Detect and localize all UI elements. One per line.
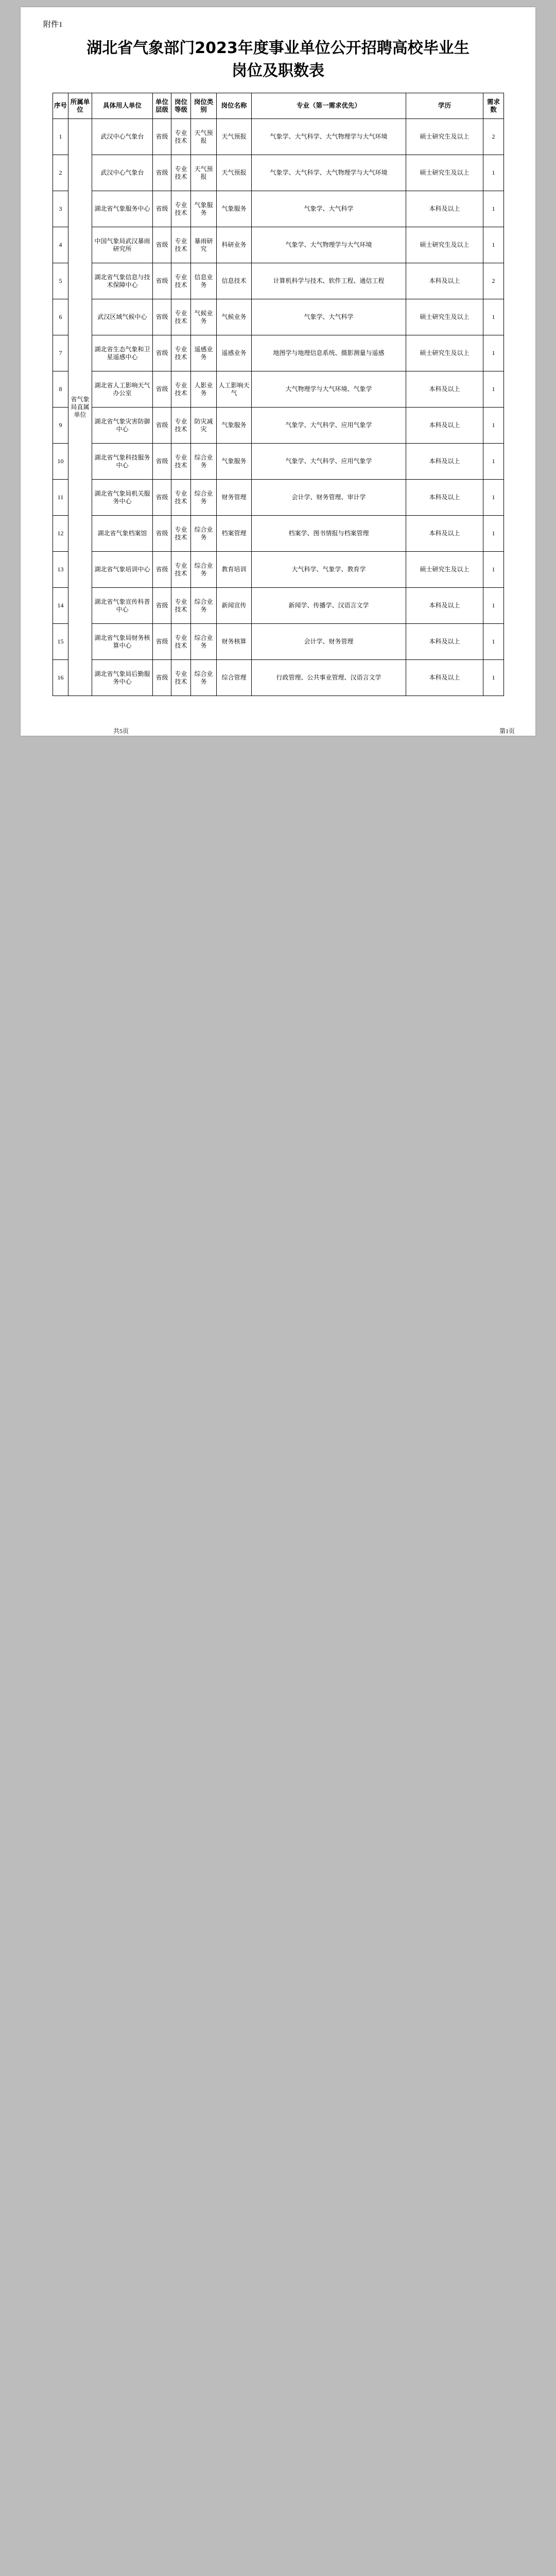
cell-employer: 湖北省气象科技服务中心 <box>92 444 153 480</box>
cell-degree: 本科及以上 <box>406 480 483 516</box>
cell-count: 1 <box>483 371 504 408</box>
cell-major: 计算机科学与技术、软件工程、通信工程 <box>252 263 406 299</box>
cell-position: 财务核算 <box>217 624 252 660</box>
cell-position: 档案管理 <box>217 516 252 552</box>
cell-major: 大气物理学与大气环境、气象学 <box>252 371 406 408</box>
header-cell: 所属单位 <box>68 93 92 119</box>
cell-level: 省级 <box>153 516 171 552</box>
cell-major: 气象学、大气科学、应用气象学 <box>252 444 406 480</box>
cell-employer: 武汉中心气象台 <box>92 155 153 191</box>
cell-major: 气象学、大气科学、应用气象学 <box>252 408 406 444</box>
cell-employer: 湖北省气象档案馆 <box>92 516 153 552</box>
cell-degree: 本科及以上 <box>406 371 483 408</box>
cell-count: 2 <box>483 119 504 155</box>
cell-level: 省级 <box>153 371 171 408</box>
cell-index: 12 <box>53 516 68 552</box>
cell-category: 综合业务 <box>191 516 217 552</box>
cell-major: 气象学、大气科学、大气物理学与大气环境 <box>252 155 406 191</box>
cell-level: 省级 <box>153 191 171 227</box>
page-footer-number: 第1页 <box>499 727 515 735</box>
table-row <box>53 263 504 299</box>
header-cell: 专业（第一需求优先） <box>252 93 406 119</box>
cell-major: 行政管理、公共事业管理、汉语言文学 <box>252 660 406 696</box>
cell-position: 遥感业务 <box>217 335 252 371</box>
cell-count: 1 <box>483 227 504 263</box>
cell-position: 综合管理 <box>217 660 252 696</box>
cell-employer: 中国气象局武汉暴雨研究所 <box>92 227 153 263</box>
cell-grade: 专业技术 <box>171 516 191 552</box>
cell-index: 5 <box>53 263 68 299</box>
cell-employer: 湖北省气象局后勤服务中心 <box>92 660 153 696</box>
cell-count: 1 <box>483 516 504 552</box>
cell-degree: 硕士研究生及以上 <box>406 119 483 155</box>
document-title-line1: 湖北省气象部门2023年度事业单位公开招聘高校毕业生 <box>86 39 470 57</box>
table-row <box>53 408 504 444</box>
cell-count: 1 <box>483 660 504 696</box>
cell-category: 综合业务 <box>191 660 217 696</box>
cell-grade: 专业技术 <box>171 444 191 480</box>
header-cell: 岗位名称 <box>217 93 252 119</box>
cell-category: 防灾减灾 <box>191 408 217 444</box>
cell-degree: 本科及以上 <box>406 588 483 624</box>
cell-major: 大气科学、气象学、教育学 <box>252 552 406 588</box>
cell-index: 4 <box>53 227 68 263</box>
cell-grade: 专业技术 <box>171 408 191 444</box>
cell-category: 天气预报 <box>191 155 217 191</box>
header-cell: 岗位类别 <box>191 93 217 119</box>
table-row <box>53 371 504 408</box>
cell-employer: 武汉区域气候中心 <box>92 299 153 335</box>
cell-degree: 硕士研究生及以上 <box>406 155 483 191</box>
cell-index: 2 <box>53 155 68 191</box>
cell-major: 气象学、大气科学 <box>252 191 406 227</box>
cell-major: 档案学、图书情报与档案管理 <box>252 516 406 552</box>
cell-grade: 专业技术 <box>171 335 191 371</box>
cell-index: 15 <box>53 624 68 660</box>
cell-level: 省级 <box>153 444 171 480</box>
cell-grade: 专业技术 <box>171 119 191 155</box>
attachment-label: 附件1 <box>43 21 63 29</box>
cell-degree: 硕士研究生及以上 <box>406 227 483 263</box>
cell-employer: 湖北省气象信息与技术保障中心 <box>92 263 153 299</box>
cell-category: 气候业务 <box>191 299 217 335</box>
cell-employer: 湖北省生态气象和卫星遥感中心 <box>92 335 153 371</box>
cell-count: 1 <box>483 624 504 660</box>
document-title-line2: 岗位及职数表 <box>232 62 324 80</box>
cell-position: 财务管理 <box>217 480 252 516</box>
cell-grade: 专业技术 <box>171 155 191 191</box>
cell-position: 气候业务 <box>217 299 252 335</box>
cell-level: 省级 <box>153 408 171 444</box>
cell-category: 综合业务 <box>191 480 217 516</box>
cell-level: 省级 <box>153 263 171 299</box>
cell-degree: 硕士研究生及以上 <box>406 552 483 588</box>
cell-grade: 专业技术 <box>171 480 191 516</box>
cell-category: 信息业务 <box>191 263 217 299</box>
cell-index: 14 <box>53 588 68 624</box>
cell-count: 1 <box>483 588 504 624</box>
cell-count: 1 <box>483 444 504 480</box>
cell-level: 省级 <box>153 119 171 155</box>
cell-unit: 省气象局直属单位 <box>68 119 92 696</box>
header-cell: 序号 <box>53 93 68 119</box>
cell-position: 气象服务 <box>217 191 252 227</box>
cell-level: 省级 <box>153 480 171 516</box>
cell-degree: 本科及以上 <box>406 408 483 444</box>
cell-employer: 湖北省气象灾害防御中心 <box>92 408 153 444</box>
cell-index: 1 <box>53 119 68 155</box>
cell-grade: 专业技术 <box>171 552 191 588</box>
cell-degree: 硕士研究生及以上 <box>406 335 483 371</box>
table-row <box>53 480 504 516</box>
cell-grade: 专业技术 <box>171 660 191 696</box>
cell-major: 会计学、财务管理、审计学 <box>252 480 406 516</box>
cell-major: 气象学、大气科学 <box>252 299 406 335</box>
cell-category: 综合业务 <box>191 444 217 480</box>
cell-level: 省级 <box>153 552 171 588</box>
table-row <box>53 516 504 552</box>
cell-degree: 本科及以上 <box>406 263 483 299</box>
cell-index: 9 <box>53 408 68 444</box>
cell-category: 综合业务 <box>191 552 217 588</box>
cell-major: 气象学、大气物理学与大气环境 <box>252 227 406 263</box>
cell-position: 新闻宣传 <box>217 588 252 624</box>
cell-count: 1 <box>483 480 504 516</box>
cell-category: 暴雨研究 <box>191 227 217 263</box>
header-cell: 岗位等级 <box>171 93 191 119</box>
cell-major: 新闻学、传播学、汉语言文学 <box>252 588 406 624</box>
cell-grade: 专业技术 <box>171 624 191 660</box>
table-row <box>53 299 504 335</box>
table-header-row <box>53 93 504 119</box>
cell-employer: 湖北省气象局机关服务中心 <box>92 480 153 516</box>
table-row <box>53 335 504 371</box>
cell-category: 天气预报 <box>191 119 217 155</box>
cell-position: 气象服务 <box>217 408 252 444</box>
table-row <box>53 227 504 263</box>
cell-level: 省级 <box>153 227 171 263</box>
positions-table <box>53 93 504 696</box>
cell-position: 教育培训 <box>217 552 252 588</box>
cell-category: 综合业务 <box>191 588 217 624</box>
cell-grade: 专业技术 <box>171 191 191 227</box>
cell-employer: 湖北省气象服务中心 <box>92 191 153 227</box>
cell-index: 13 <box>53 552 68 588</box>
cell-count: 1 <box>483 552 504 588</box>
cell-count: 1 <box>483 299 504 335</box>
cell-position: 天气预报 <box>217 155 252 191</box>
cell-degree: 本科及以上 <box>406 444 483 480</box>
cell-count: 2 <box>483 263 504 299</box>
cell-level: 省级 <box>153 588 171 624</box>
cell-count: 1 <box>483 408 504 444</box>
cell-major: 会计学、财务管理 <box>252 624 406 660</box>
cell-position: 气象服务 <box>217 444 252 480</box>
cell-position: 信息技术 <box>217 263 252 299</box>
cell-major: 地图学与地理信息系统、摄影测量与遥感 <box>252 335 406 371</box>
cell-grade: 专业技术 <box>171 227 191 263</box>
header-cell: 学历 <box>406 93 483 119</box>
table-row <box>53 552 504 588</box>
header-cell: 需求数 <box>483 93 504 119</box>
cell-position: 人工影响天气 <box>217 371 252 408</box>
cell-index: 3 <box>53 191 68 227</box>
cell-level: 省级 <box>153 624 171 660</box>
cell-employer: 湖北省气象培训中心 <box>92 552 153 588</box>
cell-index: 10 <box>53 444 68 480</box>
cell-category: 综合业务 <box>191 624 217 660</box>
table-row <box>53 191 504 227</box>
cell-level: 省级 <box>153 299 171 335</box>
cell-employer: 武汉中心气象台 <box>92 119 153 155</box>
cell-grade: 专业技术 <box>171 299 191 335</box>
cell-position: 天气预报 <box>217 119 252 155</box>
cell-grade: 专业技术 <box>171 371 191 408</box>
cell-count: 1 <box>483 155 504 191</box>
cell-index: 11 <box>53 480 68 516</box>
cell-level: 省级 <box>153 155 171 191</box>
table-row <box>53 624 504 660</box>
cell-grade: 专业技术 <box>171 588 191 624</box>
cell-employer: 湖北省气象宣传科普中心 <box>92 588 153 624</box>
cell-category: 遥感业务 <box>191 335 217 371</box>
cell-index: 7 <box>53 335 68 371</box>
cell-employer: 湖北省气象局财务核算中心 <box>92 624 153 660</box>
document-title <box>21 37 535 82</box>
cell-index: 6 <box>53 299 68 335</box>
cell-grade: 专业技术 <box>171 263 191 299</box>
table-row <box>53 444 504 480</box>
cell-degree: 本科及以上 <box>406 516 483 552</box>
table-row <box>53 119 504 155</box>
cell-category: 气象服务 <box>191 191 217 227</box>
cell-index: 8 <box>53 371 68 408</box>
table-row <box>53 588 504 624</box>
cell-level: 省级 <box>153 335 171 371</box>
cell-employer: 湖北省人工影响天气办公室 <box>92 371 153 408</box>
cell-degree: 本科及以上 <box>406 660 483 696</box>
header-cell: 具体用人单位 <box>92 93 153 119</box>
cell-count: 1 <box>483 335 504 371</box>
cell-index: 16 <box>53 660 68 696</box>
cell-level: 省级 <box>153 660 171 696</box>
cell-count: 1 <box>483 191 504 227</box>
cell-category: 人影业务 <box>191 371 217 408</box>
cell-degree: 本科及以上 <box>406 191 483 227</box>
cell-position: 科研业务 <box>217 227 252 263</box>
cell-degree: 硕士研究生及以上 <box>406 299 483 335</box>
page-footer-total: 共5页 <box>113 727 129 735</box>
table-row <box>53 660 504 696</box>
table-row <box>53 155 504 191</box>
cell-major: 气象学、大气科学、大气物理学与大气环境 <box>252 119 406 155</box>
cell-degree: 本科及以上 <box>406 624 483 660</box>
header-cell: 单位层级 <box>153 93 171 119</box>
document-page <box>21 7 535 736</box>
